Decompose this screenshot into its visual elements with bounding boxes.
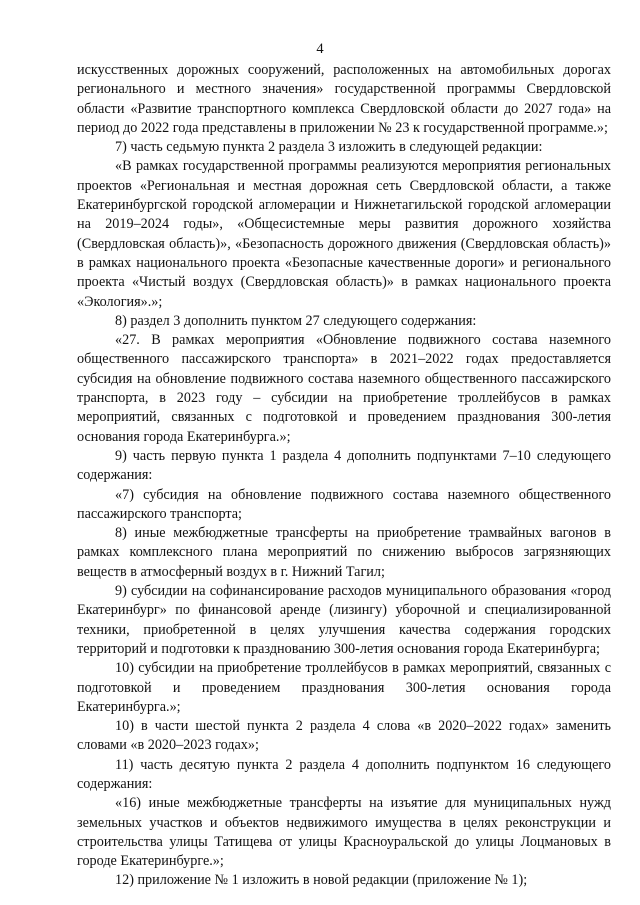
paragraph-7: «7) субсидия на обновление подвижного состава наземного общественного пассажирского транспорта; — [77, 486, 611, 522]
paragraph-13: «16) иные межбюджетные трансферты на изъятие для муниципальных нужд земельных участков и объектов недвижимого имущества в целях реконструкции и строительства улицы Татищева от улицы Красноуральской до улицы Лоцмановых в городе Екатеринбурге.»; — [77, 795, 611, 870]
page-number: 4 — [316, 41, 324, 57]
paragraph-4: 8) раздел 3 дополнить пунктом 27 следующего содержания: — [115, 312, 477, 329]
paragraph-6: 9) часть первую пункта 1 раздела 4 дополнить подпунктами 7–10 следующего содержания: — [77, 447, 611, 484]
paragraph-12: 11) часть десятую пункта 2 раздела 4 дополнить подпунктом 16 следующего содержания: — [77, 756, 611, 792]
paragraph-14: 12) приложение № 1 изложить в новой редакции (приложение № 1); — [115, 872, 528, 889]
paragraph-11: 10) в части шестой пункта 2 раздела 4 слова «в 2020–2022 годах» заменить словами «в 2020–2023 годах»; — [77, 718, 611, 754]
paragraph-9: 9) субсидии на софинансирование расходов муниципального образования «город Екатеринбург» по финансовой аренде (лизингу) уборочной и специализированной техники, приобретенной в целях улучшения качества содержания городских территорий и подготовки к празднованию 300-летия основания города Екатеринбурга; — [77, 583, 611, 657]
paragraph-5: «27. В рамках мероприятия «Обновление подвижного состава наземного общественного пассажирского транспорта» в 2021–2022 годах предоставляется субсидия на обновление подвижного состава наземного общественного пассажирского транспорта, в 2023 году – субсидии на приобретение троллейбусов в рамках мероприятий, связанных с подготовкой и проведением празднования 300-летия основания города Екатеринбурга.»; — [77, 332, 611, 445]
paragraph-1: искусственных дорожных сооружений, расположенных на автомобильных дорогах регионального и местного значения» государственной программы Свердловской области «Развитие транспортного комплекса Свердловской области до 2027 года» на период до 2022 года представлены в приложении № 23 к государственной программе.»; — [77, 62, 611, 136]
document-body — [77, 61, 611, 891]
paragraph-2: 7) часть седьмую пункта 2 раздела 3 изложить в следующей редакции: — [115, 139, 543, 156]
paragraph-3: «В рамках государственной программы реализуются мероприятия региональных проектов «Региональная и местная дорожная сеть Свердловской области, а также Екатеринбургской городской агломерации и Нижнетагильской городской агломерации на 2019–2024 годы», «Общесистемные меры развития дорожного хозяйства (Свердловская область)», «Безопасность дорожного движения (Свердловская область)» в рамках национального проекта «Безопасные качественные дороги» и регионального проекта «Чистый воздух (Свердловская область)» в рамках национального проекта «Экология».»; — [77, 158, 611, 310]
paragraph-8: 8) иные межбюджетные трансферты на приобретение трамвайных вагонов в рамках комплексного плана мероприятий по снижению выбросов загрязняющих веществ в атмосферный воздух в г. Нижний Тагил; — [77, 525, 611, 580]
paragraph-10: 10) субсидии на приобретение троллейбусов в рамках мероприятий, связанных с подготовкой и проведением празднования 300-летия основания города Екатеринбурга.»; — [77, 660, 611, 715]
